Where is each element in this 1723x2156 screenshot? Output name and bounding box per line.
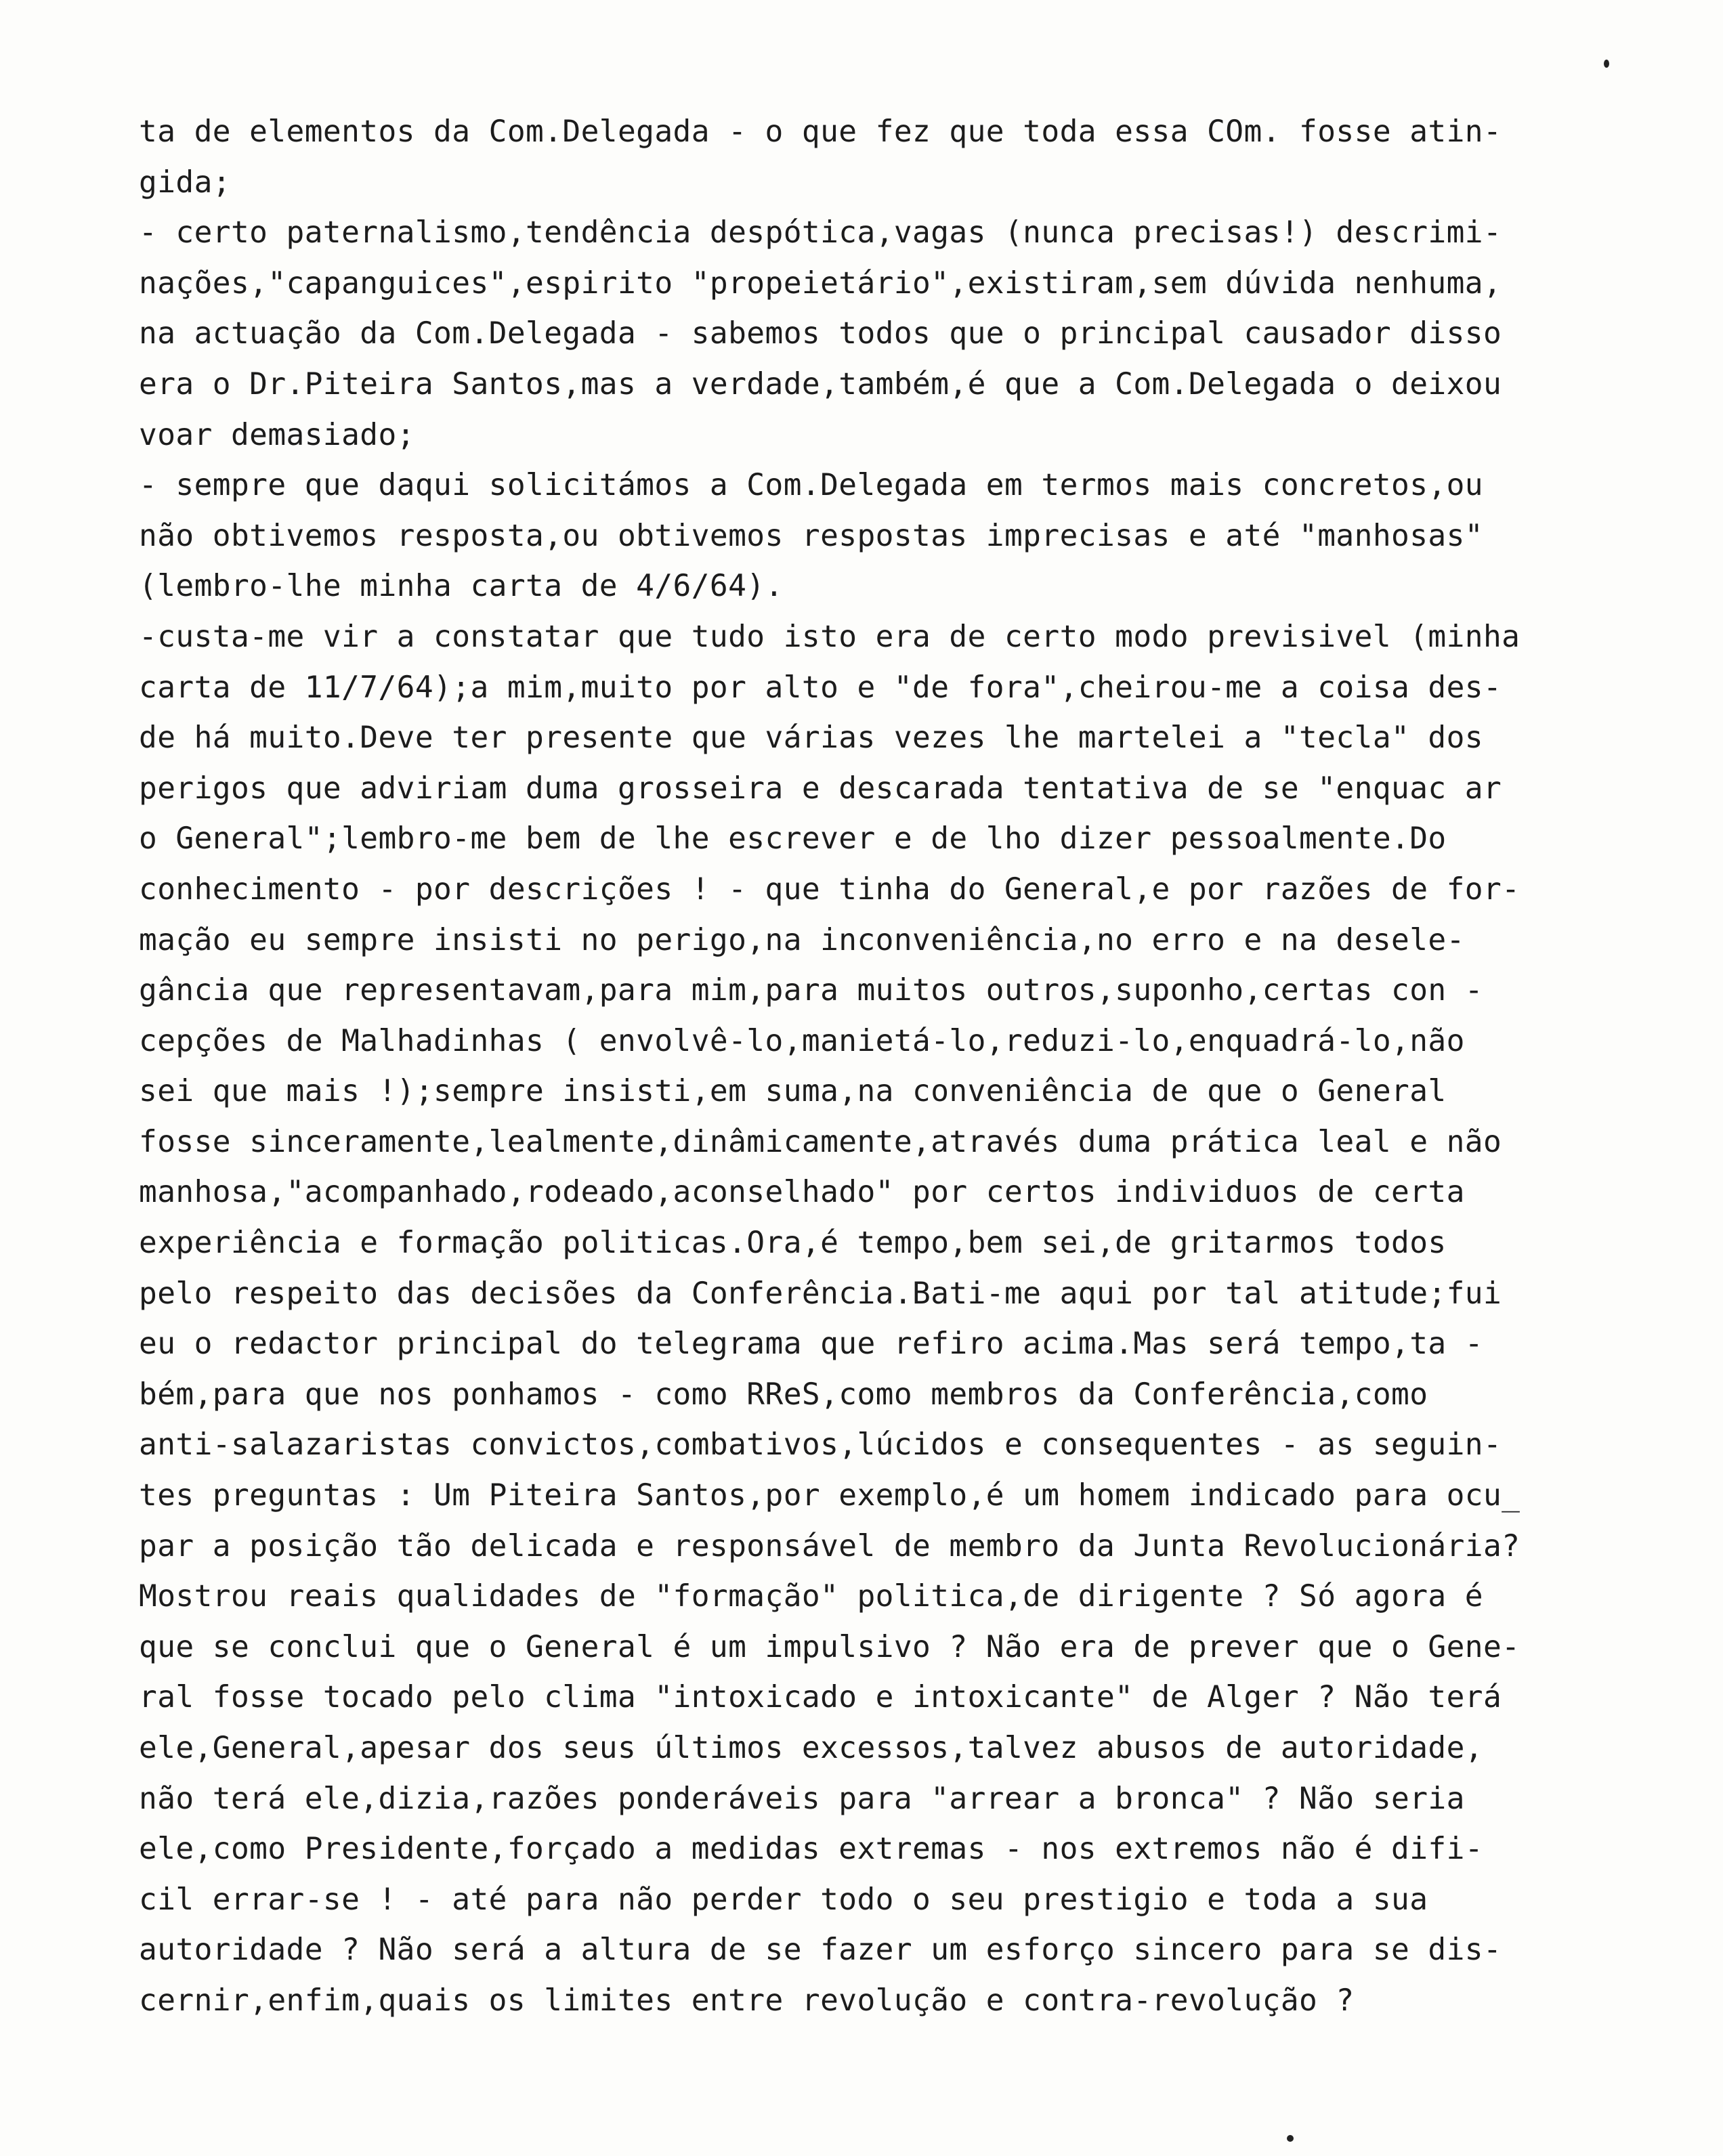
text-line: não obtivemos resposta,ou obtivemos respostas imprecisas e até "manhosas": [139, 518, 1483, 553]
text-line: era o Dr.Piteira Santos,mas a verdade,também,é que a Com.Delegada o deixou: [139, 366, 1502, 402]
text-line: tes preguntas : Um Piteira Santos,por exemplo,é um homem indicado para ocu_: [139, 1478, 1520, 1513]
text-line: ele,General,apesar dos seus últimos excessos,talvez abusos de autoridade,: [139, 1731, 1483, 1765]
text-line: conhecimento - por descrições ! - que tinha do General,e por razões de for-: [139, 871, 1520, 907]
text-line: Mostrou reais qualidades de "formação" politica,de dirigente ? Só agora é: [139, 1579, 1483, 1614]
text-line: mação eu sempre insisti no perigo,na inconveniência,no erro e na desele-: [139, 922, 1465, 957]
text-line: manhosa,"acompanhado,rodeado,aconselhado" por certos individuos de certa: [139, 1175, 1465, 1210]
text-line: bém,para que nos ponhamos - como RReS,como membros da Conferência,como: [139, 1377, 1428, 1412]
text-line: cil errar-se ! - até para não perder todo o seu prestigio e toda a sua: [139, 1882, 1428, 1917]
text-line: experiência e formação politicas.Ora,é tempo,bem sei,de gritarmos todos: [139, 1226, 1447, 1261]
text-line: na actuação da Com.Delegada - sabemos todos que o principal causador disso: [139, 316, 1502, 351]
text-line: ral fosse tocado pelo clima "intoxicado e intoxicante" de Alger ? Não terá: [139, 1680, 1502, 1715]
text-line: - certo paternalismo,tendência despótica,vagas (nunca precisas!) descrimi-: [139, 215, 1502, 251]
text-line: o General";lembro-me bem de lhe escrever e de lho dizer pessoalmente.Do: [139, 821, 1447, 857]
text-line: -custa-me vir a constatar que tudo isto era de certo modo previsivel (minha: [139, 619, 1520, 654]
letter-body: [139, 107, 1697, 2027]
text-line: que se conclui que o General é um impulsivo ? Não era de prever que o Gene-: [139, 1629, 1520, 1664]
text-line: voar demasiado;: [139, 417, 415, 452]
text-line: gância que representavam,para mim,para muitos outros,suponho,certas con -: [139, 973, 1483, 1008]
text-line: fosse sinceramente,lealmente,dinâmicamente,através duma prática leal e não: [139, 1124, 1502, 1159]
text-line: par a posição tão delicada e responsável de membro da Junta Revolucionária?: [139, 1528, 1520, 1564]
text-line: não terá ele,dizia,razões ponderáveis para "arrear a bronca" ? Não seria: [139, 1781, 1465, 1816]
text-line: carta de 11/7/64);a mim,muito por alto e "de fora",cheirou-me a coisa des-: [139, 670, 1502, 705]
ink-speck: [1287, 2135, 1294, 2142]
text-line: (lembro-lhe minha carta de 4/6/64).: [139, 569, 784, 604]
text-line: sei que mais !);sempre insisti,em suma,na conveniência de que o General: [139, 1074, 1447, 1109]
text-line: ta de elementos da Com.Delegada - o que fez que toda essa COm. fosse atin-: [139, 114, 1502, 149]
text-line: autoridade ? Não será a altura de se fazer um esforço sincero para se dis-: [139, 1933, 1502, 1968]
text-line: pelo respeito das decisões da Conferência.Bati-me aqui por tal atitude;fui: [139, 1276, 1502, 1311]
ink-speck: [1604, 60, 1609, 68]
text-line: cepções de Malhadinhas ( envolvê-lo,manietá-lo,reduzi-lo,enquadrá-lo,não: [139, 1023, 1465, 1058]
text-line: gida;: [139, 165, 231, 200]
text-line: eu o redactor principal do telegrama que refiro acima.Mas será tempo,ta -: [139, 1327, 1483, 1362]
text-line: ele,como Presidente,forçado a medidas extremas - nos extremos não é difi-: [139, 1832, 1483, 1867]
text-line: cernir,enfim,quais os limites entre revolução e contra-revolução ?: [139, 1983, 1355, 2018]
text-line: - sempre que daqui solicitámos a Com.Delegada em termos mais concretos,ou: [139, 468, 1483, 503]
text-line: perigos que adviriam duma grosseira e descarada tentativa de se "enquac ar: [139, 771, 1502, 806]
text-line: de há muito.Deve ter presente que várias vezes lhe martelei a "tecla" dos: [139, 720, 1483, 756]
text-line: nações,"capanguices",espirito "propeietário",existiram,sem dúvida nenhuma,: [139, 265, 1502, 301]
text-line: anti-salazaristas convictos,combativos,lúcidos e consequentes - as seguin-: [139, 1427, 1502, 1463]
